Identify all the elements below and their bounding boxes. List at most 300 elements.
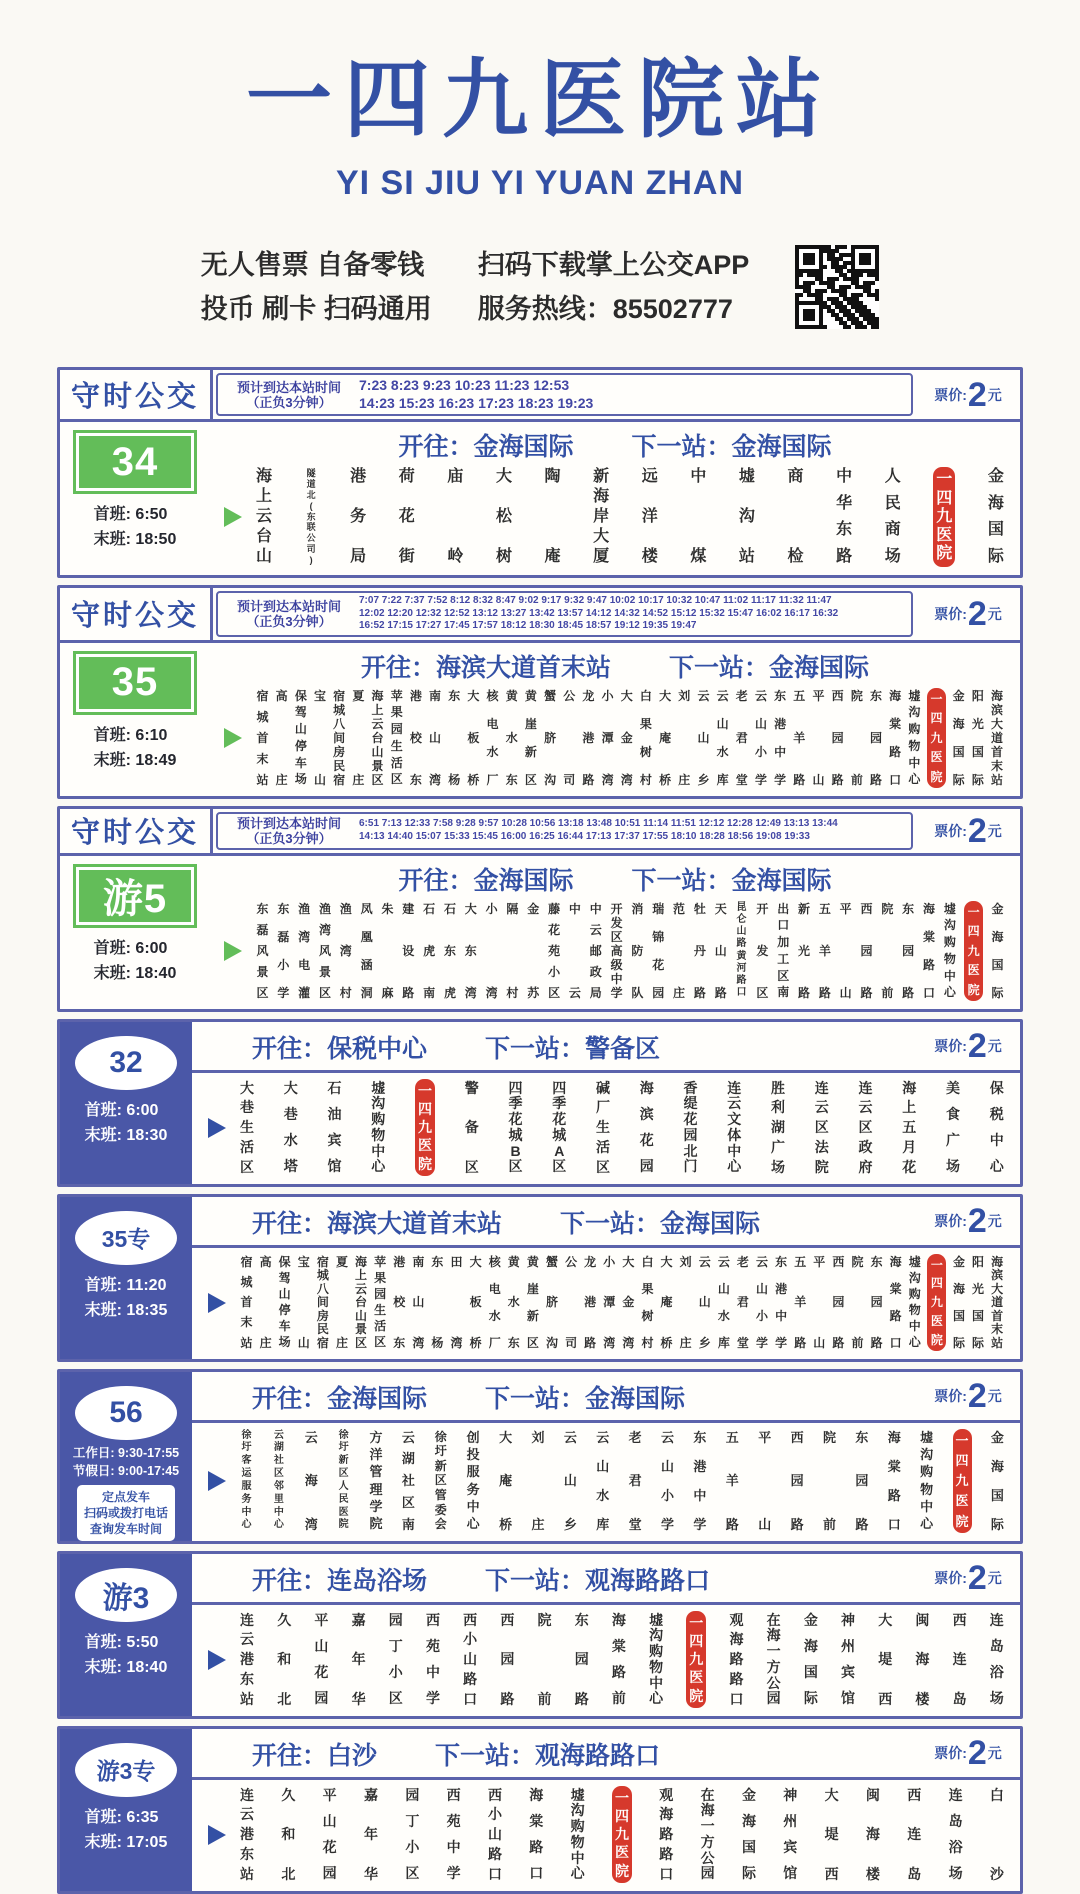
stop-char: 沟 [544, 772, 557, 787]
stop-char: 上 [355, 1268, 368, 1282]
stop-char: 医 [936, 526, 953, 544]
stop-char: 电 [486, 716, 499, 731]
stop-item [277, 903, 290, 999]
stop-item [952, 1256, 965, 1349]
schedule-label: 末班: [84, 1301, 127, 1319]
stop-char: 徐 [434, 1429, 447, 1444]
stop-item [855, 1431, 868, 1531]
direction-strip [192, 1554, 1020, 1605]
stop-char: 山 [463, 1651, 478, 1667]
schedule-label: 首班: [93, 726, 136, 744]
stop-char: 际 [990, 1516, 1004, 1532]
stop-char: 口 [889, 1335, 902, 1350]
station-title: 一四九医院站 [246, 52, 834, 148]
stop-char: 小 [601, 688, 614, 703]
stop-char: 学 [446, 1865, 461, 1882]
stop-char: 小 [463, 1631, 478, 1648]
direction-to: 金海国际 [473, 433, 574, 461]
stop-char: 区 [390, 772, 403, 787]
stop-char: 保 [278, 1254, 291, 1269]
stop-item [870, 1256, 883, 1349]
stop-item [631, 903, 644, 999]
stop-char: 海 [952, 1281, 965, 1296]
schedule-value: 6:00 [126, 1101, 159, 1119]
schedule-value: 6:35 [126, 1808, 159, 1826]
stop-item [684, 1081, 698, 1174]
stop-char: 区 [814, 1119, 829, 1135]
stop-char: 首 [240, 1295, 253, 1309]
stop-item-highlight [964, 901, 983, 1001]
stop-char: 南 [423, 985, 436, 1000]
stop-char: 东 [464, 943, 477, 958]
stop-char: 平 [812, 688, 825, 703]
stop-char: 社 [401, 1473, 415, 1488]
stop-item [259, 1256, 272, 1349]
stop-item [678, 690, 691, 786]
stop-item [866, 1788, 880, 1881]
schedule-label: 工作日: [72, 1445, 118, 1460]
stop-char: 路 [736, 975, 747, 987]
stop-char: 新 [338, 1455, 349, 1467]
stop-char: 前 [850, 772, 863, 787]
route-panel-56 [57, 1369, 1023, 1544]
stop-char: 新 [798, 901, 811, 916]
stop-item [284, 1081, 298, 1174]
stop-char: 城 [240, 1274, 253, 1289]
eta-note-line: （正负3分钟） [246, 394, 332, 410]
stop-char: 末 [991, 1322, 1004, 1336]
stop-char: 务 [466, 1481, 480, 1497]
stop-char: 校 [393, 1295, 406, 1309]
direction-strip [192, 1372, 1020, 1423]
route-panel-游3专 [57, 1726, 1023, 1894]
stop-char: 库 [716, 772, 729, 787]
stop-char: 生 [596, 1119, 610, 1135]
stop-char: 树 [639, 744, 652, 759]
stop-item [908, 1256, 921, 1349]
stop-char: 东 [775, 1254, 788, 1269]
stop-char: 末 [240, 1315, 253, 1330]
stop-char: 景 [256, 964, 269, 979]
stop-item [552, 1081, 566, 1174]
stop-char: 停 [278, 1303, 291, 1318]
stop-char: 白 [639, 688, 652, 703]
stop-char: 院 [537, 1611, 552, 1628]
stop-char: 云 [589, 922, 602, 937]
stop-char: 徐 [241, 1429, 252, 1441]
stop-char: 五 [794, 1254, 807, 1269]
stop-char: 大 [495, 468, 512, 485]
stop-char: 区 [240, 1158, 254, 1175]
stop-char: 东 [869, 688, 882, 703]
stop-char: 庄 [531, 1516, 545, 1532]
stop-char: 山 [297, 1335, 310, 1350]
stop-char: 园 [322, 1865, 337, 1882]
stop-item [393, 1256, 406, 1349]
stop-item [409, 690, 422, 786]
route-number-badge [75, 1386, 177, 1440]
stop-char: 岛 [952, 1690, 967, 1707]
stop-char: 光 [798, 943, 811, 958]
schedule-line [85, 1298, 168, 1323]
stop-char: 巷 [240, 1099, 254, 1116]
fare-unit: 元 [987, 1212, 1002, 1229]
stop-char: 板 [469, 1295, 482, 1309]
stop-item [507, 1256, 520, 1349]
stop-char: 中 [920, 1499, 934, 1515]
stop-char: 大 [991, 1281, 1004, 1296]
stop-char: 购 [570, 1818, 585, 1835]
route-info-column [60, 1554, 192, 1716]
stop-char: 龙 [584, 1254, 597, 1269]
stop-char: 庵 [660, 1295, 673, 1309]
stop-char: 墟 [920, 1429, 934, 1445]
stop-item [767, 1613, 781, 1706]
stop-char: 君 [736, 1295, 749, 1309]
stop-char: 院 [822, 1429, 836, 1445]
stop-char: 购 [943, 935, 956, 950]
first-last-times [85, 1805, 168, 1855]
stop-char: 庵 [659, 730, 672, 745]
direction-line [210, 643, 1020, 686]
stop-char: 东 [855, 1429, 869, 1445]
stop-char: 院 [936, 545, 953, 562]
route-main [192, 1197, 1020, 1359]
stop-char: 港 [240, 1651, 254, 1667]
stop-char: 物 [649, 1658, 664, 1675]
route-main [192, 1372, 1020, 1541]
stop-char: 棠 [889, 716, 902, 731]
stop-char: 潭 [601, 730, 614, 745]
stop-item [735, 903, 748, 999]
stop-char: 路 [714, 985, 727, 1000]
stop-item [314, 1613, 328, 1706]
stop-char: 季 [552, 1095, 567, 1112]
stop-char: 刘 [531, 1429, 545, 1445]
stop-item [629, 1431, 642, 1531]
stop-item [294, 690, 307, 786]
stop-char: 夏 [352, 688, 365, 703]
schedule-value: 18:40 [135, 964, 177, 982]
stop-char: 食 [946, 1105, 960, 1122]
stop-char: 海 [639, 1079, 654, 1096]
stop-item [371, 690, 384, 786]
stop-item [754, 690, 767, 786]
stop-char: 中 [649, 1674, 664, 1691]
stop-char: 虎 [423, 943, 436, 958]
stop-char: 湾 [429, 772, 442, 787]
fare-unit: 元 [987, 1387, 1002, 1404]
stop-char: 墟 [738, 468, 755, 485]
stop-char: 港 [774, 716, 787, 731]
stop-char: 学 [661, 1516, 675, 1532]
stop-char: 阳 [971, 688, 984, 703]
fare-label: 票价: [934, 822, 967, 839]
dispatch-note-line: 查询发车时间 [89, 1521, 162, 1536]
stop-item [622, 1256, 635, 1349]
schedule-line [94, 527, 177, 552]
stop-item [701, 1788, 715, 1881]
stop-char: 大 [499, 1429, 513, 1445]
stop-char: 潭 [603, 1295, 616, 1309]
stop-char: 树 [641, 1308, 654, 1323]
stop-char: 桥 [660, 1335, 673, 1350]
stop-char: 际 [971, 772, 984, 787]
stop-char: 五 [818, 901, 831, 916]
stop-char: 小 [388, 1664, 403, 1681]
stop-char: 水 [716, 744, 729, 759]
stop-item [527, 903, 540, 999]
stop-char: 闽 [865, 1786, 880, 1803]
stop-item [804, 1613, 818, 1706]
stop-char: 羊 [818, 943, 831, 958]
schedule-value: 9:00-17:45 [117, 1463, 180, 1478]
stop-char: 备 [464, 1119, 479, 1135]
stops-row [240, 1788, 1004, 1881]
stop-char: 庄 [679, 1335, 692, 1350]
stop-char: 商 [884, 521, 901, 539]
route-panel-35专 [57, 1194, 1023, 1362]
stop-char: 苹 [374, 1254, 387, 1269]
stop-item [756, 903, 769, 999]
stop-char: 医 [955, 1493, 969, 1509]
stop-char: 路 [922, 957, 935, 972]
stop-char: 人 [884, 468, 901, 485]
stop-char: 年 [351, 1651, 366, 1667]
fare [916, 1558, 1020, 1597]
stop-char: 云 [563, 1429, 577, 1445]
stop-char: 山 [714, 943, 727, 958]
stop-char: 五 [793, 688, 806, 703]
stop-char: 荷 [398, 468, 415, 485]
stop-char: 海 [915, 1651, 930, 1667]
stop-char: 八 [333, 716, 346, 731]
stop-char: 花 [552, 1111, 567, 1128]
stop-char: 大 [878, 1611, 893, 1628]
stop-char: 医 [967, 963, 980, 977]
stop-char: 连 [727, 1079, 742, 1096]
stop-char: 路 [887, 1487, 901, 1503]
stop-char: 运 [241, 1468, 252, 1480]
stop-char: 宿 [333, 688, 346, 703]
eta-times [355, 818, 906, 843]
stop-char: 金 [987, 468, 1004, 485]
stop-item [402, 1431, 415, 1531]
stop-char: 区 [318, 985, 331, 1000]
stop-item [988, 469, 1004, 565]
stop-char: 体 [727, 1126, 742, 1143]
stop-char: 口 [922, 985, 935, 1000]
stop-char: 院 [614, 1862, 629, 1879]
stop-char: 停 [294, 738, 307, 753]
stop-item [509, 1081, 523, 1174]
stop-char: 理 [369, 1481, 383, 1497]
stop-char: 馆 [783, 1865, 798, 1882]
stop-char: 国 [952, 744, 965, 759]
stop-char: 滨 [991, 1268, 1004, 1282]
stop-char: 口 [777, 918, 790, 933]
direction-to: 海滨大道首末站 [435, 653, 611, 682]
stop-item [529, 1788, 543, 1881]
stop-char: 级 [610, 957, 623, 972]
stop-char: 月 [902, 1138, 917, 1155]
schedule-label: 首班: [93, 506, 136, 523]
stop-char: 园 [374, 1286, 387, 1301]
stop-item [305, 1431, 318, 1531]
stop-char: 山 [813, 1335, 826, 1350]
stop-char: 堂 [628, 1516, 642, 1532]
eta-label [223, 599, 355, 629]
stop-item [374, 1256, 387, 1349]
stop-char: 久 [277, 1611, 292, 1628]
stop-item [758, 1431, 771, 1531]
first-last-times [85, 1630, 168, 1680]
stop-item [486, 690, 499, 786]
stop-char: 心 [371, 1158, 386, 1175]
eta-label-line: 预计到达本站时间 [236, 379, 341, 395]
stop-char: 天 [714, 901, 727, 916]
stop-char: 庄 [678, 772, 691, 787]
eta-note-line: （正负3分钟） [246, 830, 332, 846]
stop-char: 岛 [907, 1865, 922, 1882]
stop-item [839, 903, 852, 999]
stop-char: 金 [990, 1429, 1004, 1445]
stop-char: 金 [952, 1254, 965, 1269]
fare-value: 2 [967, 1201, 987, 1240]
stop-char: 丁 [388, 1637, 403, 1654]
stop-char: 中 [774, 744, 787, 759]
stop-char: 阳 [972, 1254, 985, 1269]
stop-char: 苏 [527, 985, 540, 1000]
route-number: 游5 [76, 867, 194, 925]
stop-item [568, 903, 581, 999]
stop-char: 神 [783, 1786, 798, 1803]
first-last-times [85, 1098, 168, 1148]
stop-char: 园 [831, 730, 844, 745]
stop-char: 陶 [544, 468, 561, 485]
stop-char: 云 [697, 688, 710, 703]
stop-char: 委 [434, 1502, 447, 1517]
stop-char: 心 [466, 1516, 480, 1532]
stop-char: 医 [418, 1137, 432, 1154]
stop-char: 前 [611, 1690, 626, 1707]
stop-char: 东 [774, 688, 787, 703]
stop-item [469, 1256, 482, 1349]
stop-char: 昆 [736, 901, 747, 913]
stop-char: 风 [318, 943, 331, 958]
stop-char: 活 [390, 755, 403, 770]
stop-char: 堤 [878, 1651, 893, 1667]
stop-char: 电 [488, 1281, 501, 1296]
stop-char: 云 [304, 1429, 318, 1445]
stop-char: 场 [771, 1158, 785, 1175]
stop-char: 大 [824, 1786, 839, 1803]
direction-to-label: 开往： [252, 1209, 328, 1238]
direction-line [210, 422, 1020, 465]
stop-char: 路 [582, 772, 595, 787]
stop-char: 浴 [948, 1839, 963, 1856]
stop-char: 连 [989, 1611, 1004, 1628]
stop-char: 生 [240, 1119, 254, 1135]
stop-char: 苑 [425, 1637, 440, 1654]
stop-char: 会 [434, 1517, 447, 1532]
stop-char: 心 [273, 1519, 284, 1531]
stop-char: 涵 [360, 957, 373, 972]
stop-char: 路 [500, 1690, 515, 1707]
stop-char: 消 [631, 901, 644, 916]
stop-item [729, 1613, 743, 1706]
stop-char: 路 [693, 985, 706, 1000]
stop-char: 院 [955, 1513, 969, 1529]
stop-char: 西 [463, 1611, 478, 1628]
stop-char: 一 [936, 471, 953, 488]
stop-item [423, 903, 436, 999]
stop-char: 前 [822, 1516, 836, 1532]
schedule-line [94, 961, 177, 986]
stop-item [953, 1613, 967, 1706]
stop-char: 湾 [464, 985, 477, 1000]
stop-char: 徐 [338, 1429, 349, 1441]
stop-char: 上 [256, 488, 273, 505]
stop-char: 区 [756, 985, 769, 1000]
stop-char: 园 [902, 943, 915, 958]
first-last-times [73, 1444, 179, 1480]
route-main [210, 422, 1020, 575]
schedule-label: 末班: [84, 1658, 127, 1676]
stop-char: 区 [273, 1468, 284, 1480]
app-hotline-notice [478, 243, 750, 331]
stop-char: 花 [398, 508, 415, 525]
stop-char: 口 [659, 1865, 674, 1882]
route-number: 34 [76, 433, 194, 491]
stop-char: 景 [355, 1322, 368, 1336]
stop-char: 广 [771, 1138, 785, 1155]
stop-char: 物 [570, 1833, 585, 1850]
fare [916, 588, 1020, 640]
stop-char: 中 [241, 1506, 252, 1518]
stop-char: 水 [505, 730, 518, 745]
stop-char: 站 [240, 1335, 253, 1350]
stop-char: 园 [388, 1611, 403, 1628]
stop-char: 广 [946, 1132, 960, 1149]
stop-item [563, 690, 576, 786]
stop-char: 西 [500, 1611, 515, 1628]
stop-item [851, 1256, 864, 1349]
eta-times-row: 12:02 12:20 12:32 12:52 13:12 13:27 13:42 13:57 14:12 14:32 14:52 15:12 15:32 15:47 16:02 16:17 16:32 [359, 607, 839, 619]
stop-char: 建 [402, 901, 415, 916]
stop-item-highlight [686, 1611, 706, 1708]
stop-char: 防 [631, 943, 644, 958]
stop-char: 黄 [526, 1254, 539, 1269]
stop-char: 邻 [273, 1480, 284, 1492]
stop-char: 云 [273, 1429, 284, 1441]
stop-char: 城 [333, 702, 346, 717]
stop-char: 湾 [298, 929, 311, 944]
stop-char: 东 [870, 1254, 883, 1269]
stop-item [485, 903, 498, 999]
stop-char: 墟 [943, 901, 956, 916]
direction-strip [192, 1197, 1020, 1248]
stop-item [990, 1081, 1004, 1174]
stop-char: 心 [649, 1690, 664, 1707]
stop-char: 海 [990, 1458, 1004, 1474]
stop-char: 校 [409, 730, 422, 745]
fare [916, 1201, 1020, 1240]
next-stop-label: 下一站： [435, 1741, 536, 1770]
stop-char: 区 [596, 1158, 610, 1175]
stop-char: 联 [306, 522, 316, 533]
stop-char: 区 [508, 1158, 523, 1175]
